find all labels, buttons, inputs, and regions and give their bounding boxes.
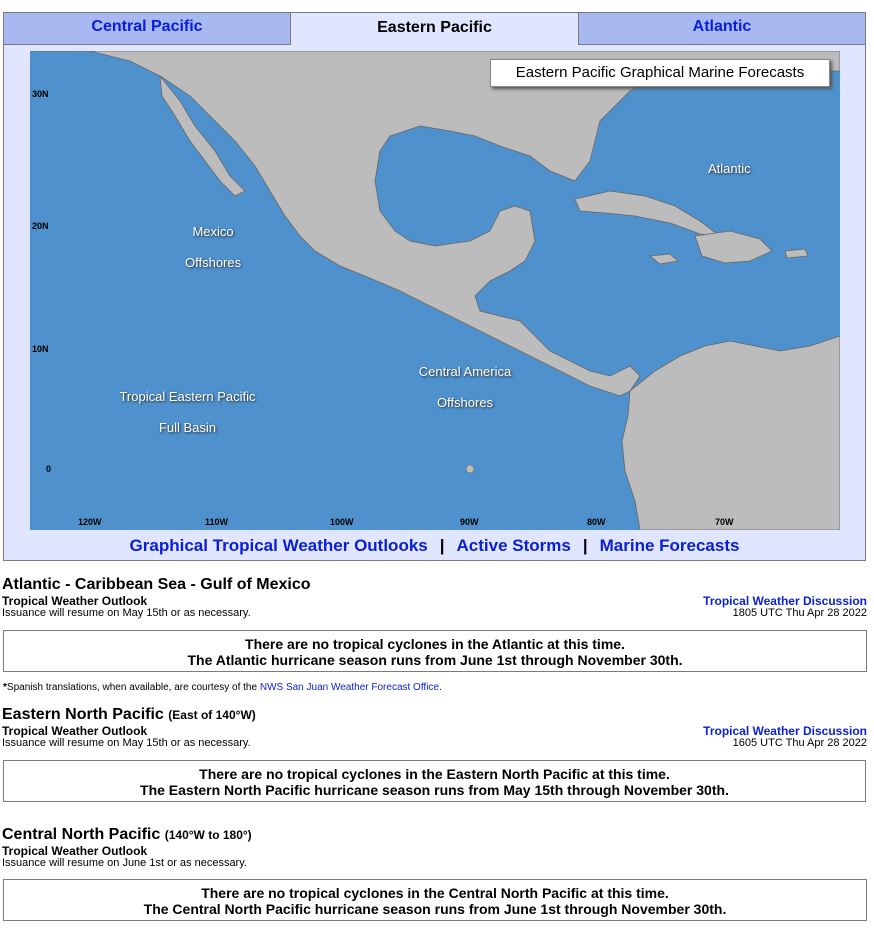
eastern-title: Eastern North Pacific xyxy=(2,706,164,723)
label-central-america-line2: Offshores xyxy=(436,395,494,410)
land-south-america xyxy=(622,336,840,530)
atlantic-outlook-row xyxy=(2,594,867,620)
central-title-row xyxy=(2,826,867,844)
eastern-status-box xyxy=(3,760,866,802)
eastern-discussion-time: 1605 UTC Thu Apr 28 2022 xyxy=(732,737,867,749)
lon-label-100w: 100W xyxy=(330,517,354,527)
tab-central-pacific[interactable]: Central Pacific xyxy=(4,13,291,45)
lon-label-110w: 110W xyxy=(205,517,229,527)
land-hispaniola xyxy=(695,231,772,263)
central-resume-text: Issuance will resume on June 1st or as necessary. xyxy=(2,857,247,869)
note-star: * xyxy=(3,682,7,693)
lon-label-120w: 120W xyxy=(78,517,102,527)
translation-note xyxy=(3,682,442,693)
lat-label-20n: 20N xyxy=(32,221,49,231)
lat-label-0: 0 xyxy=(46,464,52,474)
atlantic-status-line2: The Atlantic hurricane season runs from June 1st through November 30th. xyxy=(187,652,683,668)
atlantic-resume-text: Issuance will resume on May 15th or as necessary. xyxy=(2,607,251,619)
label-tropical-line2: Full Basin xyxy=(158,420,217,435)
land-galapagos xyxy=(466,465,474,473)
land-puerto-rico xyxy=(785,249,808,258)
atlantic-title: Atlantic - Caribbean Sea - Gulf of Mexico xyxy=(2,576,311,593)
eastern-title-row xyxy=(2,706,867,724)
eastern-outlook-row xyxy=(2,724,867,750)
outlooks-link[interactable]: Graphical Tropical Weather Outlooks xyxy=(129,536,428,555)
label-mexico-line2: Offshores xyxy=(185,255,242,270)
tab-atlantic[interactable]: Atlantic xyxy=(578,13,865,45)
note-text: Spanish translations, when available, are courtesy of the xyxy=(6,682,260,693)
label-mexico-line1: Mexico xyxy=(192,224,234,239)
lon-label-70w: 70W xyxy=(715,517,734,527)
eastern-outlook-label: Tropical Weather Outlook xyxy=(2,724,148,738)
label-tropical-line1: Tropical Eastern Pacific xyxy=(119,389,256,404)
central-title: Central North Pacific xyxy=(2,826,161,843)
central-status-line2: The Central North Pacific hurricane season runs from June 1st through November 30th. xyxy=(143,901,727,917)
map-title: Eastern Pacific Graphical Marine Forecasts xyxy=(490,59,830,87)
central-outlook-row xyxy=(2,844,867,870)
atlantic-discussion-time: 1805 UTC Thu Apr 28 2022 xyxy=(732,607,867,619)
eastern-status-line2: The Eastern North Pacific hurricane season runs from May 15th through November 30th. xyxy=(140,782,729,798)
central-status-box xyxy=(3,879,867,921)
lat-label-10n: 10N xyxy=(32,344,49,354)
central-range: (140°W to 180°) xyxy=(164,828,252,842)
link-bar xyxy=(4,536,865,556)
link-separator: | xyxy=(582,536,588,555)
land-cuba xyxy=(575,191,720,236)
eastern-section xyxy=(2,706,867,750)
lat-label-30n: 30N xyxy=(32,89,49,99)
central-section xyxy=(2,826,867,870)
eastern-status-line1: There are no tropical cyclones in the Eastern North Pacific at this time. xyxy=(199,766,670,782)
atlantic-status-box xyxy=(3,630,867,672)
atlantic-outlook-label: Tropical Weather Outlook xyxy=(2,594,148,608)
label-tropical-eastern-pacific xyxy=(100,381,275,443)
central-status-line1: There are no tropical cyclones in the Central North Pacific at this time. xyxy=(201,885,669,901)
central-outlook-label: Tropical Weather Outlook xyxy=(2,844,148,858)
tab-eastern-pacific[interactable]: Eastern Pacific xyxy=(291,13,578,45)
label-mexico-offshores xyxy=(185,216,241,278)
label-atlantic: Atlantic xyxy=(708,161,751,176)
marine-forecasts-link[interactable]: Marine Forecasts xyxy=(599,536,740,555)
basin-panel xyxy=(3,12,866,561)
lon-label-90w: 90W xyxy=(460,517,479,527)
atlantic-section xyxy=(2,576,867,620)
label-central-america-line1: Central America xyxy=(418,364,512,379)
nws-san-juan-link[interactable]: NWS San Juan Weather Forecast Office xyxy=(259,682,439,693)
atlantic-status-line1: There are no tropical cyclones in the Atlantic at this time. xyxy=(245,636,625,652)
note-end: . xyxy=(439,682,442,693)
eastern-discussion-link[interactable]: Tropical Weather Discussion xyxy=(703,724,867,738)
label-central-america-offshores xyxy=(410,356,520,418)
atlantic-discussion-link[interactable]: Tropical Weather Discussion xyxy=(703,594,867,608)
eastern-resume-text: Issuance will resume on May 15th or as necessary. xyxy=(2,737,251,749)
link-separator: | xyxy=(439,536,445,555)
marine-forecast-map[interactable] xyxy=(30,51,840,530)
active-storms-link[interactable]: Active Storms xyxy=(456,536,571,555)
lon-label-80w: 80W xyxy=(587,517,606,527)
eastern-range: (East of 140°W) xyxy=(168,708,256,722)
map-graphic xyxy=(30,51,840,530)
land-jamaica xyxy=(650,254,678,264)
